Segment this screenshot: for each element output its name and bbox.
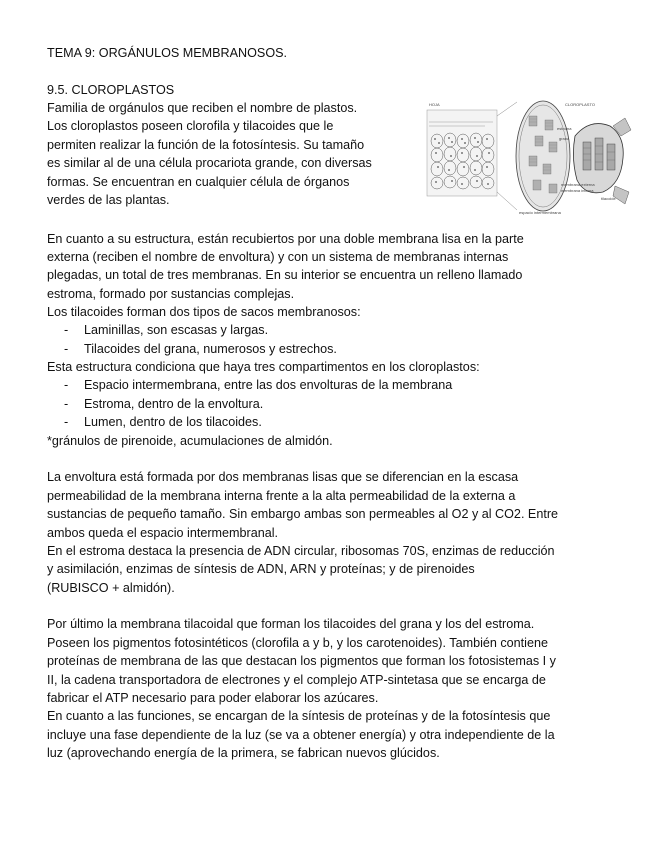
figure-label-stroma: estroma bbox=[557, 126, 572, 131]
page-title: TEMA 9: ORGÁNULOS MEMBRANOSOS. bbox=[47, 46, 288, 60]
intro-line: formas. Se encuentran en cualquier célula de órganos bbox=[47, 175, 350, 189]
paragraph-line: incluye una fase dependiente de la luz (se va a obtener energía) y otra independiente de la bbox=[47, 728, 555, 742]
paragraph-line: Poseen los pigmentos fotosintéticos (clorofila a y b, y los carotenoides). También contiene bbox=[47, 636, 548, 650]
paragraph-line: En cuanto a las funciones, se encargan de la síntesis de proteínas y de la fotosíntesis que bbox=[47, 709, 551, 723]
figure-label-inner-membrane: membrana interna bbox=[561, 188, 594, 193]
paragraph-line: En cuanto a su estructura, están recubiertos por una doble membrana lisa en la parte bbox=[47, 232, 524, 246]
intro-line: verdes de las plantas. bbox=[47, 193, 170, 207]
intro-line: es similar al de una célula procariota grande, con diversas bbox=[47, 156, 372, 170]
paragraph-line: proteínas de membrana de las que destacan los pigmentos que forman los fotosistemas I y bbox=[47, 654, 556, 668]
paragraph-line: Por último la membrana tilacoidal que forman los tilacoides del grana y los del estroma. bbox=[47, 617, 535, 631]
paragraph-line: externa (reciben el nombre de envoltura) y con un sistema de membranas internas bbox=[47, 250, 509, 264]
list-item-text: Tilacoides del grana, numerosos y estrechos. bbox=[84, 342, 337, 356]
list-item-text: Espacio intermembrana, entre las dos envolturas de la membrana bbox=[84, 378, 453, 392]
list-item: - Espacio intermembrana, entre las dos envolturas de la membrana bbox=[64, 378, 453, 392]
paragraph-line: plegadas, un total de tres membranas. En su interior se encuentra un relleno llamado bbox=[47, 268, 523, 282]
leaf-cells-panel bbox=[427, 102, 497, 196]
figure-label-chloroplast: CLOROPLASTO bbox=[565, 102, 595, 107]
figure-label-leaf: HOJA bbox=[429, 102, 440, 107]
paragraph-line: estroma, formado por sustancias complejas. bbox=[47, 287, 295, 301]
intro-line: permiten realizar la función de la fotosíntesis. Su tamaño bbox=[47, 138, 365, 152]
list-item-text: Lumen, dentro de los tilacoides. bbox=[84, 415, 262, 429]
paragraph-line: Los tilacoides forman dos tipos de sacos membranosos: bbox=[47, 305, 361, 319]
paragraph-line: sustancias de pequeño tamaño. Sin embargo ambas son permeables al O2 y al CO2. Entre bbox=[47, 507, 559, 521]
figure-label-thylakoid: tilacoide bbox=[601, 196, 616, 201]
figure-label-grana: grana bbox=[559, 136, 570, 141]
chloroplast-illustration bbox=[425, 96, 633, 216]
paragraph-line: Esta estructura condiciona que haya tres compartimentos en los cloroplastos: bbox=[47, 360, 480, 374]
paragraph-line: fabricar el ATP necesario para poder elaborar los azúcares. bbox=[47, 691, 379, 705]
list-item-text: Laminillas, son escasas y largas. bbox=[84, 323, 269, 337]
chloroplast-oval bbox=[516, 101, 570, 211]
intro-line: Familia de orgánulos que reciben el nombre de plastos. bbox=[47, 101, 358, 115]
paragraph-line: luz (aprovechando energía de la primera, se fabrican nuevos glúcidos. bbox=[47, 746, 440, 760]
intro-line: Los cloroplastos poseen clorofila y tilacoides que le bbox=[47, 119, 334, 133]
paragraph-line: y asimilación, enzimas de síntesis de ADN, ARN y proteínas; y de pirenoides bbox=[47, 562, 475, 576]
paragraph-line: permeabilidad de la membrana interna frente a la alta permeabilidad de la externa a bbox=[47, 489, 516, 503]
note-line: *gránulos de pirenoide, acumulaciones de almidón. bbox=[47, 434, 333, 448]
zoom-line bbox=[497, 192, 517, 210]
paragraph-line: (RUBISCO + almidón). bbox=[47, 581, 175, 595]
paragraph-line: En el estroma destaca la presencia de ADN circular, ribosomas 70S, enzimas de reducción bbox=[47, 544, 555, 558]
chloroplast-figure bbox=[425, 96, 633, 216]
list-item: - Laminillas, son escasas y largas. bbox=[64, 323, 269, 337]
paragraph-line: II, la cadena transportadora de electrones y el complejo ATP-sintetasa que se encarga de bbox=[47, 673, 546, 687]
list-item: - Lumen, dentro de los tilacoides. bbox=[64, 415, 262, 429]
list-item: - Estroma, dentro de la envoltura. bbox=[64, 397, 264, 411]
figure-label-intermembrane-space: espacio intermembrana bbox=[519, 210, 561, 215]
list-item-text: Estroma, dentro de la envoltura. bbox=[84, 397, 264, 411]
zoom-line bbox=[497, 102, 517, 116]
list-item: - Tilacoides del grana, numerosos y estrechos. bbox=[64, 342, 337, 356]
figure-label-outer-membrane: membrana externa bbox=[561, 182, 595, 187]
paragraph-line: ambos queda el espacio intermembranal. bbox=[47, 526, 279, 540]
section-heading: 9.5. CLOROPLASTOS bbox=[47, 83, 175, 97]
paragraph-line: La envoltura está formada por dos membranas lisas que se diferencian en la escasa bbox=[47, 470, 519, 484]
